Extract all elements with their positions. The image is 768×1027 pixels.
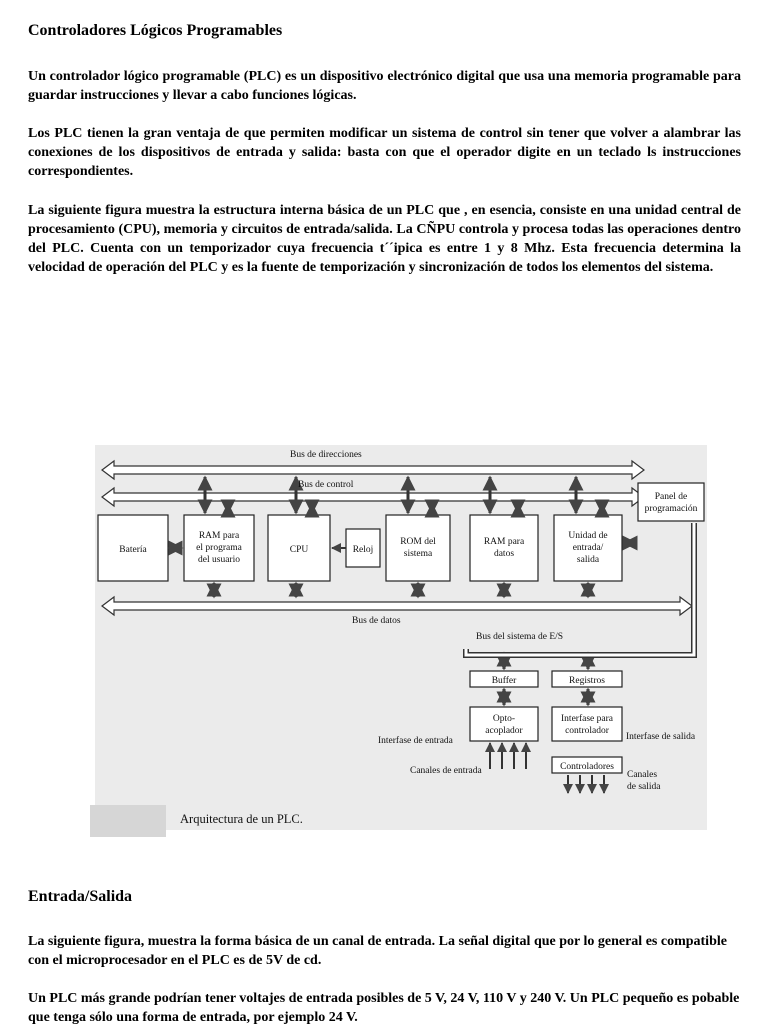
box-unidad-es-line1: Unidad de	[568, 531, 608, 541]
box-rom-line1: ROM del	[400, 537, 436, 547]
box-opto-line1: Opto-	[492, 714, 516, 724]
box-reloj: Reloj	[352, 545, 374, 555]
box-registros: Registros	[569, 676, 605, 686]
plc-architecture-figure	[90, 443, 710, 843]
label-bus-direcciones: Bus de direcciones	[290, 450, 362, 460]
label-canales-entrada: Canales de entrada	[410, 766, 482, 776]
label-canales-salida-line1: Canales	[627, 770, 658, 780]
box-rom-line2: sistema	[403, 549, 433, 559]
box-opto-line2: acoplador	[485, 726, 523, 736]
box-ram-programa-line2: el programa	[196, 543, 242, 553]
box-unidad-es-line2: entrada/	[572, 543, 604, 553]
label-bus-control: Bus de control	[298, 480, 354, 490]
label-bus-sistema-es: Bus del sistema de E/S	[476, 632, 564, 642]
box-panel-line1: Panel de	[654, 492, 688, 502]
section-title: Entrada/Salida	[28, 888, 133, 905]
page-title: Controladores Lógicos Programables	[28, 22, 283, 39]
box-interfase-controlador-line1: Interfase para	[561, 714, 613, 724]
paragraph-plc-definition: Un controlador lógico programable (PLC) es un dispositivo electrónico digital que usa una memoria programable para guardar instrucciones y llevar a cabo funciones lógicas.	[28, 69, 741, 103]
box-controladores: Controladores	[560, 762, 614, 772]
box-ram-datos-line2: datos	[493, 549, 515, 559]
box-ram-datos-line1: RAM para	[483, 537, 525, 547]
label-bus-datos: Bus de datos	[352, 616, 401, 626]
label-interfase-entrada: Interfase de entrada	[378, 736, 453, 746]
gray-placeholder	[90, 805, 166, 837]
box-ram-programa-line1: RAM para	[198, 531, 240, 541]
figure-caption: Arquitectura de un PLC.	[180, 812, 303, 826]
box-unidad-es-line3: salida	[576, 555, 600, 565]
paragraph-plc-structure: La siguiente figura muestra la estructura interna básica de un PLC que , en esencia, consiste en una unidad central de procesamiento (CPU), memoria y circuitos de entrada/salida. La CÑPU controla y procesa todas las operaciones dentro del PLC. Cuenta con un temporizador cuya frecuencia t´´ipica es entre 1 y 8 Mhz. Esta frecuencia determina la velocidad de operación del PLC y es la fuente de temporización y sincronización de todos los elementos del sistema.	[28, 203, 741, 275]
box-bateria: Batería	[119, 545, 147, 555]
box-interfase-controlador-line2: controlador	[565, 726, 609, 736]
paragraph-input-channel: La siguiente figura, muestra la forma básica de un canal de entrada. La señal digital que por lo general es compatible con el microprocesador en el PLC es de 5V de cd.	[28, 934, 727, 968]
paragraph-plc-advantage: Los PLC tienen la gran ventaja de que permiten modificar un sistema de control sin tener que volver a alambrar las conexiones de los dispositivos de entrada y salida: basta con que el operador digite en un teclado ls instrucciones correspondientes.	[28, 126, 741, 179]
label-interfase-salida: Interfase de salida	[626, 732, 696, 742]
label-canales-salida-line2: de salida	[627, 782, 661, 792]
box-ram-programa-line3: del usuario	[198, 555, 240, 565]
paragraph-input-voltages: Un PLC más grande podrían tener voltajes de entrada posibles de 5 V, 24 V, 110 V y 240 V. Un PLC pequeño es pobable que tenga sólo una forma de entrada, por ejemplo 24 V.	[28, 991, 740, 1025]
box-buffer: Buffer	[491, 676, 517, 686]
box-panel-line2: programación	[644, 504, 698, 514]
box-cpu: CPU	[289, 545, 309, 555]
